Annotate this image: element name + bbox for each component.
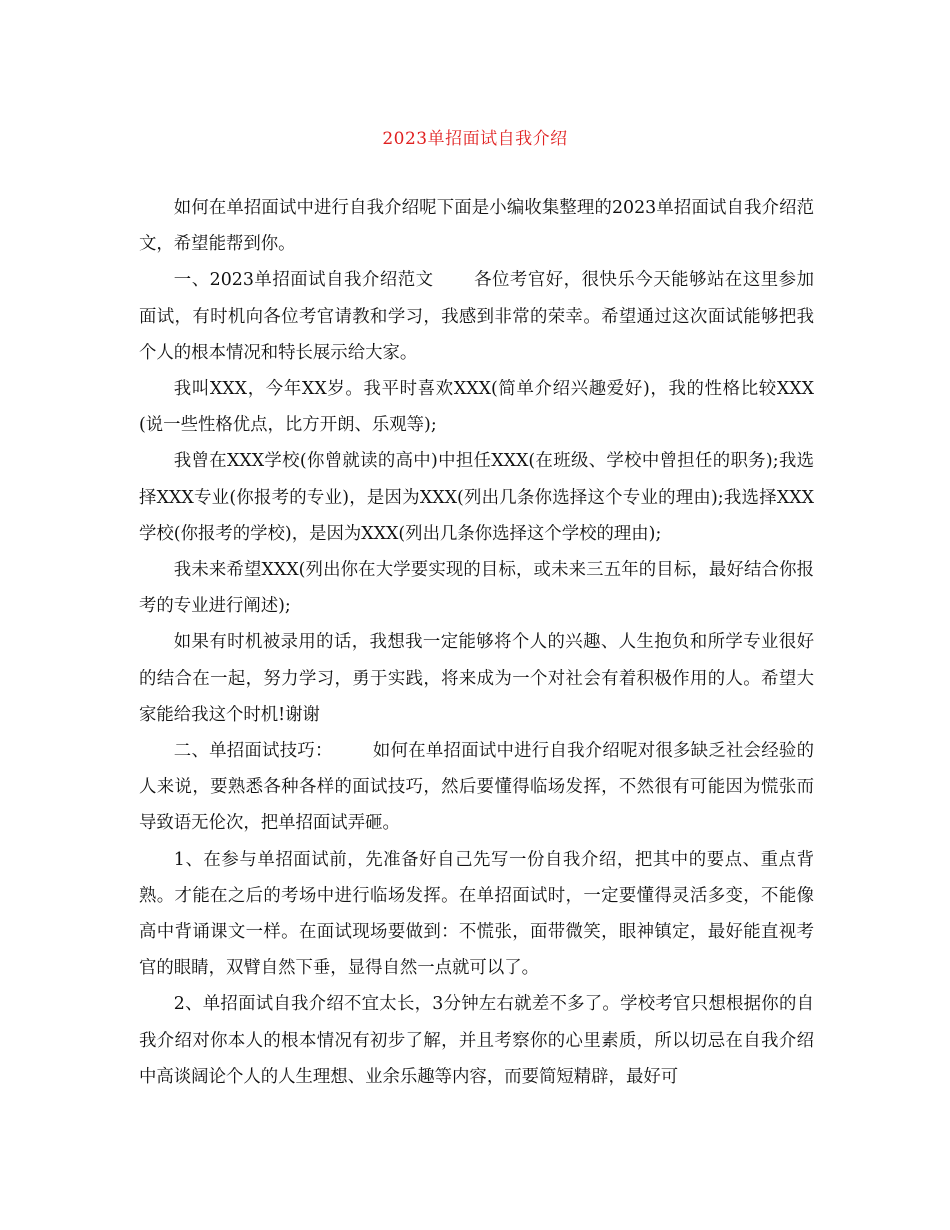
section-1-heading: 一、2023单招面试自我介绍范文: [173, 270, 434, 291]
section-1-paragraph: [139, 262, 814, 371]
section-2-text: 如何在单招面试中进行自我介绍呢对很多缺乏社会经验的人来说，要熟悉各种各样的面试技巧，然后要懂得临场发挥，不然很有可能因为慌张而导致语无伦次，把单招面试弄砸。: [139, 741, 814, 834]
section-1-text: 各位考官好，很快乐今天能够站在这里参加面试，有时机向各位考官请教和学习，我感到非常的荣幸。希望通过这次面试能够把我个人的根本情况和特长展示给大家。: [139, 270, 814, 363]
document-body: [139, 190, 814, 1095]
future-paragraph: 我未来希望XXX(列出你在大学要实现的目标，或未来三五年的目标，最好结合你报考的专业进行阐述);: [139, 560, 814, 617]
section-2-heading: 二、单招面试技巧：: [173, 741, 333, 762]
tip-1-paragraph: 1、在参与单招面试前，先准备好自己先写一份自我介绍，把其中的要点、重点背熟。才能在之后的考场中进行临场发挥。在单招面试时，一定要懂得灵活多变，不能像高中背诵课文一样。在面试现场要做到：不慌张，面带微笑，眼神镇定，最好能直视考官的眼睛，双臂自然下垂，显得自然一点就可以了。: [139, 849, 814, 979]
intro-paragraph: 如何在单招面试中进行自我介绍呢下面是小编收集整理的2023单招面试自我介绍范文，希望能帮到你。: [139, 198, 814, 255]
self-intro-paragraph: 我叫XXX，今年XX岁。我平时喜欢XXX(简单介绍兴趣爱好)，我的性格比较XXX(说一些性格优点，比方开朗、乐观等);: [139, 379, 814, 436]
closing-paragraph: 如果有时机被录用的话，我想我一定能够将个人的兴趣、人生抱负和所学专业很好的结合在一起，努力学习，勇于实践，将来成为一个对社会有着积极作用的人。希望大家能给我这个时机!谢谢: [139, 632, 814, 725]
tip-2-paragraph: 2、单招面试自我介绍不宜太长，3分钟左右就差不多了。学校考官只想根据你的自我介绍对你本人的根本情况有初步了解，并且考察你的心里素质，所以切忌在自我介绍中高谈阔论个人的人生理想、业余乐趣等内容，而要简短精辟，最好可: [139, 994, 814, 1087]
document-title: 2023单招面试自我介绍: [382, 129, 568, 149]
section-2-paragraph: [139, 733, 814, 842]
school-paragraph: 我曾在XXX学校(你曾就读的高中)中担任XXX(在班级、学校中曾担任的职务);我选择XXX专业(你报考的专业)，是因为XXX(列出几条你选择这个专业的理由);我选择XXX学校(你报考的学校)，是因为XXX(列出几条你选择这个学校的理由);: [139, 451, 814, 544]
